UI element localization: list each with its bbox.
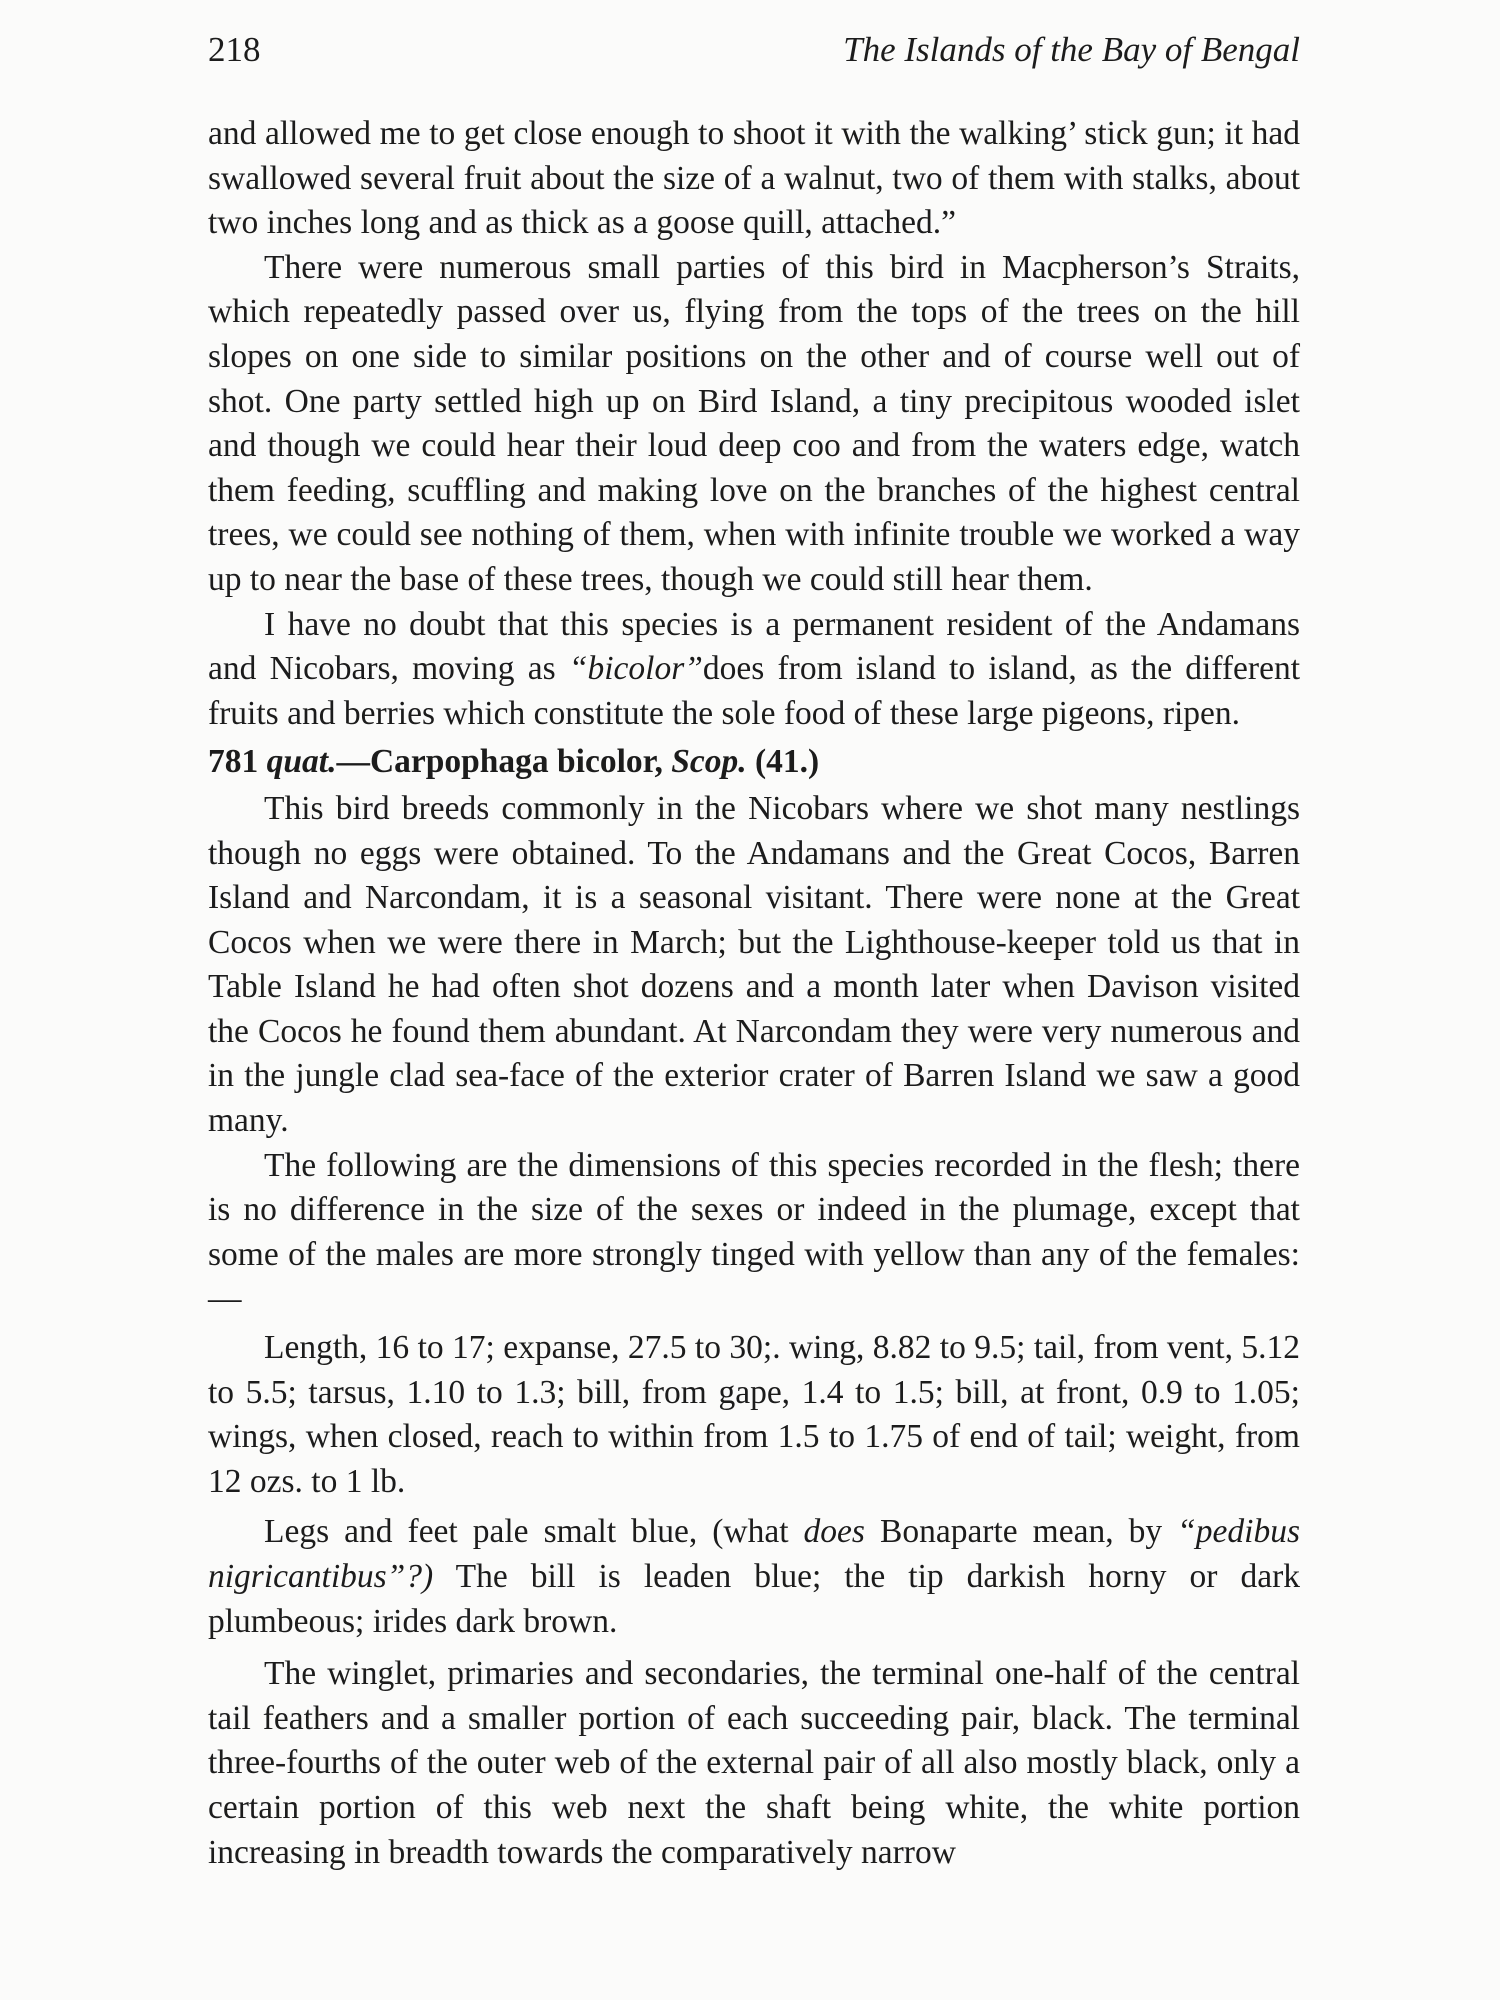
species-heading (208, 740, 1300, 785)
text-run: Bonaparte mean, by (864, 1513, 1178, 1551)
text-run: The bill is leaden blue; the tip darkish horny or dark plumbeous; irides dark brown. (208, 1558, 1300, 1640)
text-run: Legs and feet pale smalt blue, (what (264, 1513, 804, 1551)
running-title: The Islands of the Bay of Bengal (843, 30, 1300, 69)
paragraph-measurements: Length, 16 to 17; expanse, 27.5 to 30;. wing, 8.82 to 9.5; tail, from vent, 5.12 to 5.5; tarsus, 1.10 to 1.3; bill, from gape, 1.4 to 1.5; bill, at front, 0.9 to 1.05; wings, when closed, reach to within from 1.5 to 1.75 of end of tail; weight, from 12 ozs. to 1 lb. (208, 1329, 1300, 1500)
paragraph-dimensions-intro: The following are the dimensions of this species recorded in the flesh; there is no difference in the size of the sexes or indeed in the plumage, except that some of the males are more strongly tinged with yellow than any of the females:— (208, 1146, 1300, 1318)
paragraph-permanent-resident (208, 603, 1300, 737)
text-run: does from island to island, as the different fruits and berries which constitute the sole food of these large pigeons, ripen. (208, 650, 1300, 732)
italic-term-bicolor: “bicolor” (568, 650, 703, 688)
paragraph-breeding: This bird breeds commonly in the Nicobars where we shot many nestlings though no eggs were obtained. To the Andamans and the Great Cocos, Barren Island and Narcondam, it is a seasonal visitant. There were none at the Great Cocos when we were there in March; but the Lighthouse-keeper told us that in Table Island he had often shot dozens and a month later when Davison visited the Cocos he found them abundant. At Narcondam they were very numerous and in the jungle clad sea-face of the exterior crater of Barren Island we saw a good many. (208, 789, 1300, 1140)
species-qualifier: quat. (266, 743, 337, 781)
page-number: 218 (208, 30, 261, 69)
paragraph-macphersons-straits: There were numerous small parties of this bird in Macpherson’s Straits, which repeatedly passed over us, flying from the tops of the trees on the hill slopes on one side to similar positions on the other and of course well out of shot. One party settled high up on Bird Island, a tiny precipitous wooded islet and though we could hear their loud deep coo and from the waters edge, watch them feeding, scuffling and making love on the branches of the highest central trees, we could see nothing of them, when with infinite trouble we worked a way up to near the base of these trees, though we could still hear them. (208, 248, 1300, 598)
paragraph-continued: and allowed me to get close enough to shoot it with the walking’ stick gun; it had swallowed several fruit about the size of a walnut, two of them with stalks, about two inches long and as thick as a goose quill, attached.” (208, 115, 1300, 242)
paragraph-plumage: The winglet, primaries and secondaries, the terminal one-half of the central tail feathers and a smaller portion of each succeeding pair, black. The terminal three-fourths of the outer web of the external pair of all also mostly black, only a certain portion of this web next the shaft being white, the white portion increasing in breadth towards the comparatively narrow (208, 1655, 1300, 1871)
body-text (208, 112, 1300, 1875)
italic-word-does: does (803, 1513, 865, 1551)
species-reference: (41.) (746, 743, 820, 781)
species-number: 781 (208, 743, 267, 781)
species-name: —Carpophaga bicolor, (336, 743, 672, 781)
species-authority: Scop. (671, 743, 747, 781)
running-head (208, 30, 1300, 80)
text-run: I have no doubt that this species is a permanent resident of the Andamans and Nicobars, moving as (208, 605, 1300, 688)
paragraph-legs-and-bill (208, 1510, 1300, 1644)
italic-quote-pedibus: “pedibus nigricantibus”?) (208, 1513, 1300, 1595)
